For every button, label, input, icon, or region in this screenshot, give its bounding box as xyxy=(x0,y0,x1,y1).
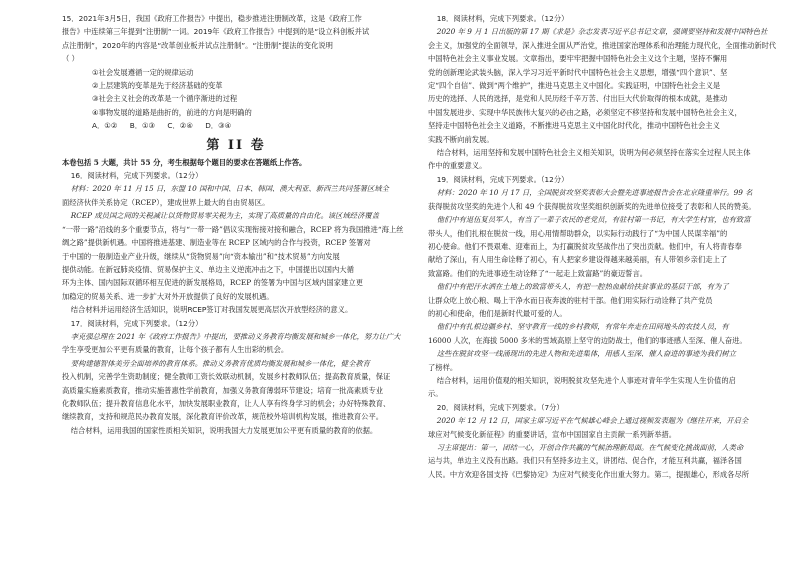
question-20 xyxy=(428,401,776,481)
q20-material-line: 运与共，单边主义没有出路。我们只有坚持多边主义，讲团结、促合作，才能互利共赢，福泽各国 xyxy=(428,456,742,466)
q19-material-line: 这些在脱贫攻坚一线涌现出的先进人物和先进集体，用感人至深、催人奋进的事迹为我们树立 xyxy=(436,349,736,359)
q17-task: 结合材料，运用我国的国家性质相关知识，说明我国大力发展更加公平更有质量的教育的依据。 xyxy=(70,425,378,435)
q17-material-line: 高质量实施素质教育，推动实施普惠性学前教育，加强义务教育薄弱环节建设；培育一批高素质专业 xyxy=(62,385,384,395)
section-instruction: 本卷包括 5 大题，共计 55 分，考生根据每个题目的要求在答题纸上作答。 xyxy=(62,157,307,167)
question-17 xyxy=(62,317,410,438)
q16-material-line: 提供动能。在新冠肺炎疫情、贸易保护主义、单边主义逆流冲击之下，中国提出以国内大循 xyxy=(62,264,354,274)
q15-stem-line-3: 点注册制”，2020年的内容是“改革创业板并试点注册制”。“注册制”提法的变化说明 xyxy=(62,40,333,50)
q19-material-line: 获得脱贫攻坚奖的先进个人和 49 个获得脱贫攻坚奖组织创新奖的先进单位接受了表彰和人民的赞美。 xyxy=(428,201,756,211)
q18-material-line: 坚持走中国特色社会主义道路，不断推进马克思主义中国化时代化，推动中国特色社会主义 xyxy=(428,121,720,131)
q19-material-line: 初心使命。他们不畏艰难、迎难而上，为打赢脱贫攻坚战作出了突出贡献。他们中，有人将青春奉 xyxy=(428,241,742,251)
q15-choices: A．①② B．①③ C．②④ D．③④ xyxy=(92,121,232,131)
q18-head: 18．阅读材料，完成下列要求。（12分） xyxy=(436,14,569,23)
q17-material-line: 化教师队伍；提升教育信息化水平，加快发展职业教育，让人人享有终身学习的机会；办好特殊教育、 xyxy=(62,398,391,408)
q20-material-line: 球应对气候变化新征程》的重要讲话，宣布中国国家自主贡献一系列新举措。 xyxy=(428,429,677,439)
q16-material-line: “一带一路”沿线的多个重要节点，将与“一带一路”倡议实现衔接对接和融合，RCEP 将为我国推进“海上丝 xyxy=(62,224,404,234)
q16-material-line: 加稳定的贸易关系、进一步扩大对外开放提供了良好的发展机遇。 xyxy=(62,291,274,301)
q18-task-line-1: 结合材料，运用坚持和发展中国特色社会主义相关知识，说明为何必须坚持在落实全过程人民主体 xyxy=(436,148,751,158)
q19-material-line: 材料：2020 年 10 月 17 日，全国脱贫攻坚奖表彰大会暨先进事迹报告会在北京隆重举行。99 名 xyxy=(436,188,753,198)
q16-material-line: 于中国的一般制造业产业升级，继续从“货物贸易”向“资本输出”和“技术贸易”方向发展 xyxy=(62,251,340,261)
q19-material-line: 致富路。他们的先进事迹生动诠释了“一起走上致富路”的豪迈誓言。 xyxy=(428,268,648,278)
q19-material-line: 让群众吃上放心粮、喝上干净水而日夜奔波的驻村干部。他们用实际行动诠释了共产党员 xyxy=(428,295,713,305)
q16-material-line: 材料：2020 年 11 月 15 日，东盟 10 国和中国、日本、韩国、澳大利亚、新西兰共同签署区域全 xyxy=(70,184,389,194)
q18-material-line: 2020 年 9 月 1 日出版的第 17 期《求是》杂志发表习近平总书记文章，强调要坚持和发展中国特色社 xyxy=(436,27,768,37)
q20-head: 20．阅读材料，完成下列要求。（7分） xyxy=(436,402,564,412)
q15-stem-line-2: 报告》中连续第三年提到“注册制”一词。2019年《政府工作报告》中提到的是“设立科创板并试 xyxy=(62,27,370,37)
q18-material-line: 历史的选择、人民的选择，是党和人民历经千辛万苦、付出巨大代价取得的根本成就，是推动 xyxy=(428,94,728,104)
q19-material-line: 献给了深山，有人用生命诠释了初心，有人把家乡建设得越来越美丽，有人带领乡亲们走上了 xyxy=(428,255,728,265)
section-title: 第 II 卷 xyxy=(206,137,266,153)
q15-option-2: ②上层建筑的变革是先于经济基础的变革 xyxy=(92,81,223,91)
q18-material-line: 中国发展进步、实现中华民族伟大复兴的必由之路，必须坚定不移坚持和发展中国特色社会主义， xyxy=(428,107,742,117)
q16-material-line: RCEP 成员国之间的关税减让以货物贸易零关税为主，实现了高质量的自由化。该区域经济覆盖 xyxy=(70,211,379,221)
q17-material-line: 要构建德智体美劳全面培养的教育体系。推动义务教育优质均衡发展和城乡一体化，健全教育 xyxy=(70,358,370,368)
q18-material-line: 中国特色社会主义事业发展。文章指出，要牢牢把握中国特色社会主义这个主题，坚持不懈用 xyxy=(428,54,728,64)
q15-stem-line-1: 15．2021年3月5日，我国《政府工作报告》中提出，稳步推进注册制改革，这是《政府工作 xyxy=(62,14,362,23)
q18-material-line: 党的创新理论武装头脑，深入学习习近平新时代中国特色社会主义思想，增强“四个意识”、坚 xyxy=(428,67,728,77)
q16-material-line: 面经济伙伴关系协定（RCEP），建成世界上最大的自由贸易区。 xyxy=(62,197,270,207)
q20-material-line: 习主席提出：第一，团结一心，开创合作共赢的气候治理新局面。在气候变化挑战面前，人类命 xyxy=(436,443,744,452)
question-18 xyxy=(428,12,776,173)
q17-material-line: 李克强总理在 2021 年《政府工作报告》中提出，要推动义务教育均衡发展和城乡一体化，努力让广大 xyxy=(70,331,401,341)
q19-material-line: 他们中有把汗水洒在土地上的致富带头人，有把一腔热血献给扶贫事业的基层干部，有为了 xyxy=(436,282,729,292)
q18-task-line-2: 作中的重要意义。 xyxy=(428,161,487,171)
q16-material-line: 绸之路”提供新机遇。中国将推进基建、制造业等在 RCEP 区域内的合作与投资，RCEP 签署对 xyxy=(62,238,371,248)
q19-head: 19．阅读材料，完成下列要求。（12分） xyxy=(436,174,569,184)
q19-material-line: 了榜样。 xyxy=(428,362,458,372)
q16-material-line: 环为主体、国内国际双循环相互促进的新发展格局，RCEP 的签署为中国与区域内国家建立更 xyxy=(62,278,363,288)
q18-material-line: 定“四个自信”、做到“两个维护”，推进马克思主义中国化。实践证明，中国特色社会主义是 xyxy=(428,81,721,91)
q18-material-line: 实践不断向前发展。 xyxy=(428,134,494,144)
q17-material-line: 投入机制，完善学生资助制度；健全教师工资长效联动机制，发展乡村教师队伍；提高教育质量，保证 xyxy=(62,372,391,382)
q15-answer-blank: （ ） xyxy=(62,54,79,64)
right-column xyxy=(428,12,776,481)
q19-material-line: 带头人，他们扎根在脱贫一线，用心用情帮助群众，以实际行动践行了“为中国人民谋幸福”的 xyxy=(428,228,728,238)
q19-material-line: 他们中有扎根边疆乡村、坚守教育一线的乡村教师，有常年奔走在田间地头的农技人员，有 xyxy=(436,322,729,332)
q17-material-line: 继续教育，支持和规范民办教育发展，深化教育评价改革，规范校外培训机构发展，推进教育公平。 xyxy=(62,412,384,422)
question-19 xyxy=(428,173,776,401)
q18-material-line: 会主义，加强党的全面领导，深入推进全面从严治党，推进国家治理体系和治理能力现代化，全面推动新时代 xyxy=(428,40,776,50)
q15-option-4: ④事物发展的道路是曲折的，前进的方向是明确的 xyxy=(92,107,252,117)
question-16 xyxy=(62,169,410,316)
q19-material-line: 16000 人次，在海拔 5000 多米的雪域高原上坚守的边防战士，他们的事迹感人至深、催人奋进。 xyxy=(428,335,747,345)
q20-material-line: 2020 年 12 月 12 日，国家主席习近平在气候雄心峰会上通过视频发表题为《继往开来，开启全 xyxy=(436,416,749,426)
q19-task-line-1: 结合材料，运用价值观的相关知识，说明脱贫攻坚先进个人事迹对青年学生实现人生价值的启 xyxy=(436,375,736,385)
q17-head: 17．阅读材料，完成下列要求。（12分） xyxy=(70,318,203,328)
left-column xyxy=(62,12,410,437)
q17-material-line: 学生享受更加公平更有质量的教育，让每个孩子都有人生出彩的机会。 xyxy=(62,345,289,355)
q19-task-line-2: 示。 xyxy=(428,389,443,399)
q19-material-line: 他们中有退伍复员军人，有当了一辈子农民的老党员，有驻村第一书记，有大学生村官，也有致富 xyxy=(436,215,751,225)
q15-option-1: ①社会发展遵循一定的规律运动 xyxy=(92,67,194,77)
q16-task: 结合材料并运用经济生活知识，说明RCEP签订对我国发展更高层次开放型经济的意义。 xyxy=(70,305,353,315)
q15-option-3: ③社会主义社会的改革是一个循序渐进的过程 xyxy=(92,94,238,104)
question-15 xyxy=(62,12,410,133)
q19-material-line: 的初心和使命，他们是新时代最可爱的人。 xyxy=(428,308,567,318)
q20-material-line: 人民。中方欢迎各国支持《巴黎协定》为应对气候变化作出重大努力。第二，提振雄心，形成各尽所 xyxy=(428,469,750,479)
q16-head: 16．阅读材料，完成下列要求。（12分） xyxy=(70,171,203,181)
